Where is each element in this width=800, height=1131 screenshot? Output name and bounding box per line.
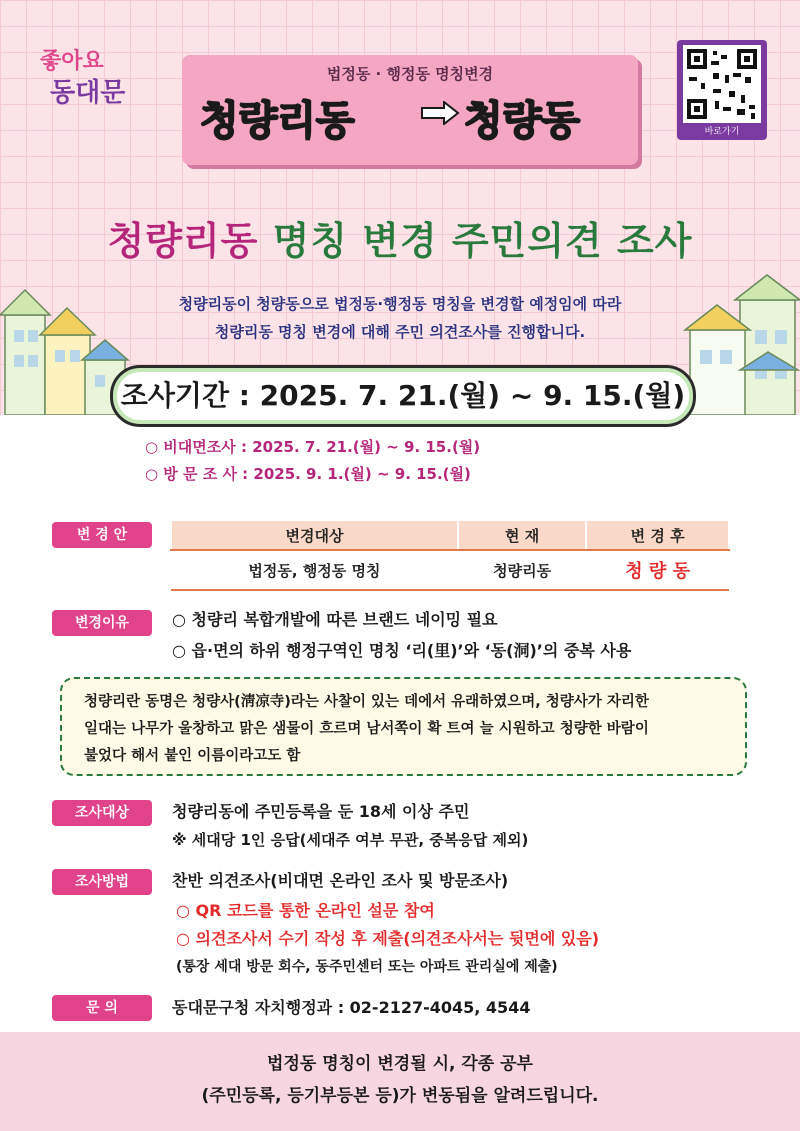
origin-line2: 일대는 나무가 울창하고 맑은 샘물이 흐르며 남서쪽이 확 트여 늘 시원하고 청량한 바람이 (84, 721, 649, 737)
table-header-target: 변경대상 (171, 520, 458, 550)
qr-code[interactable] (677, 40, 767, 140)
reason-1: ○ 청량리 복합개발에 따른 브랜드 네이밍 필요 (172, 610, 498, 629)
table-cell-current: 청량리동 (458, 550, 586, 590)
banner-subtitle: 법정동 · 행정동 명칭변경 (326, 65, 494, 83)
intro-line2: 청량리동 명칭 변경에 대해 주민 의견조사를 진행합니다. (214, 323, 586, 341)
table-cell-target: 법정동, 행정동 명칭 (171, 550, 458, 590)
method-line4: (통장 세대 방문 회수, 동주민센터 또는 아파트 관리실에 제출) (176, 959, 558, 975)
table-header-new: 변 경 후 (586, 520, 729, 550)
intro-line1: 청량리동이 청량동으로 법정동·행정동 명칭을 변경할 예정임에 따라 (178, 295, 622, 313)
title-part2: 명칭 변경 주민의견 조사 (272, 219, 693, 263)
logo-line2: 동대문 (50, 78, 126, 108)
qr-pattern (683, 45, 761, 123)
section-label-contact: 문 의 (52, 995, 152, 1021)
rename-banner (182, 55, 638, 165)
method-line3: ○ 의견조사서 수기 작성 후 제출(의견조사서는 뒷면에 있음) (176, 929, 600, 948)
section-label-change: 변 경 안 (52, 522, 152, 548)
footer-notice (0, 1032, 800, 1131)
qr-label: 바로가기 (704, 127, 740, 137)
logo-line1: 좋아요 (40, 49, 104, 74)
reason-2: ○ 읍·면의 하위 행정구역인 명칭 ‘리(里)’와 ‘동(洞)’의 중복 사용 (172, 641, 632, 660)
method-line1: 찬반 의견조사(비대면 온라인 조사 및 방문조사) (172, 871, 509, 890)
section-label-method: 조사방법 (52, 869, 152, 895)
method-line2: ○ QR 코드를 통한 온라인 설문 참여 (176, 901, 435, 920)
intro-text (0, 290, 800, 346)
footer-line1: 법정동 명칭이 변경될 시, 각종 공부 (267, 1054, 533, 1074)
change-table (170, 519, 730, 591)
section-label-reason: 변경이유 (52, 610, 152, 636)
schedule-online: ○ 비대면조사 : 2025. 7. 21.(월) ~ 9. 15.(월) (145, 438, 481, 456)
header-background (0, 0, 800, 415)
table-header-current: 현 재 (458, 520, 586, 550)
district-logo (38, 42, 148, 112)
section-label-target: 조사대상 (52, 800, 152, 826)
contact-info: 동대문구청 자치행정과 : 02-2127-4045, 4544 (172, 998, 531, 1017)
target-line1: 청량리동에 주민등록을 둔 18세 이상 주민 (172, 802, 470, 821)
table-cell-new: 청 량 동 (586, 550, 729, 590)
page-title (0, 210, 800, 265)
old-name: 청량리동 (200, 98, 355, 144)
footer-line2: (주민등록, 등기부등본 등)가 변동됨을 알려드립니다. (201, 1086, 599, 1106)
origin-note-box (60, 677, 747, 776)
origin-line1: 청량리란 동명은 청량사(淸凉寺)라는 사찰이 있는 데에서 유래하였으며, 청량사가 자리한 (84, 694, 649, 710)
target-line2: ※ 세대당 1인 응답(세대주 여부 무관, 중복응답 제외) (172, 831, 529, 849)
new-name: 청량동 (464, 98, 580, 144)
origin-line3: 불었다 해서 붙인 이름이라고도 함 (84, 748, 301, 764)
title-part1: 청량리동 (107, 219, 259, 263)
schedule-visit: ○ 방 문 조 사 : 2025. 9. 1.(월) ~ 9. 15.(월) (145, 465, 471, 483)
arrow-right-icon (420, 101, 460, 125)
survey-period: 조사기간 : 2025. 7. 21.(월) ~ 9. 15.(월) (110, 365, 696, 427)
